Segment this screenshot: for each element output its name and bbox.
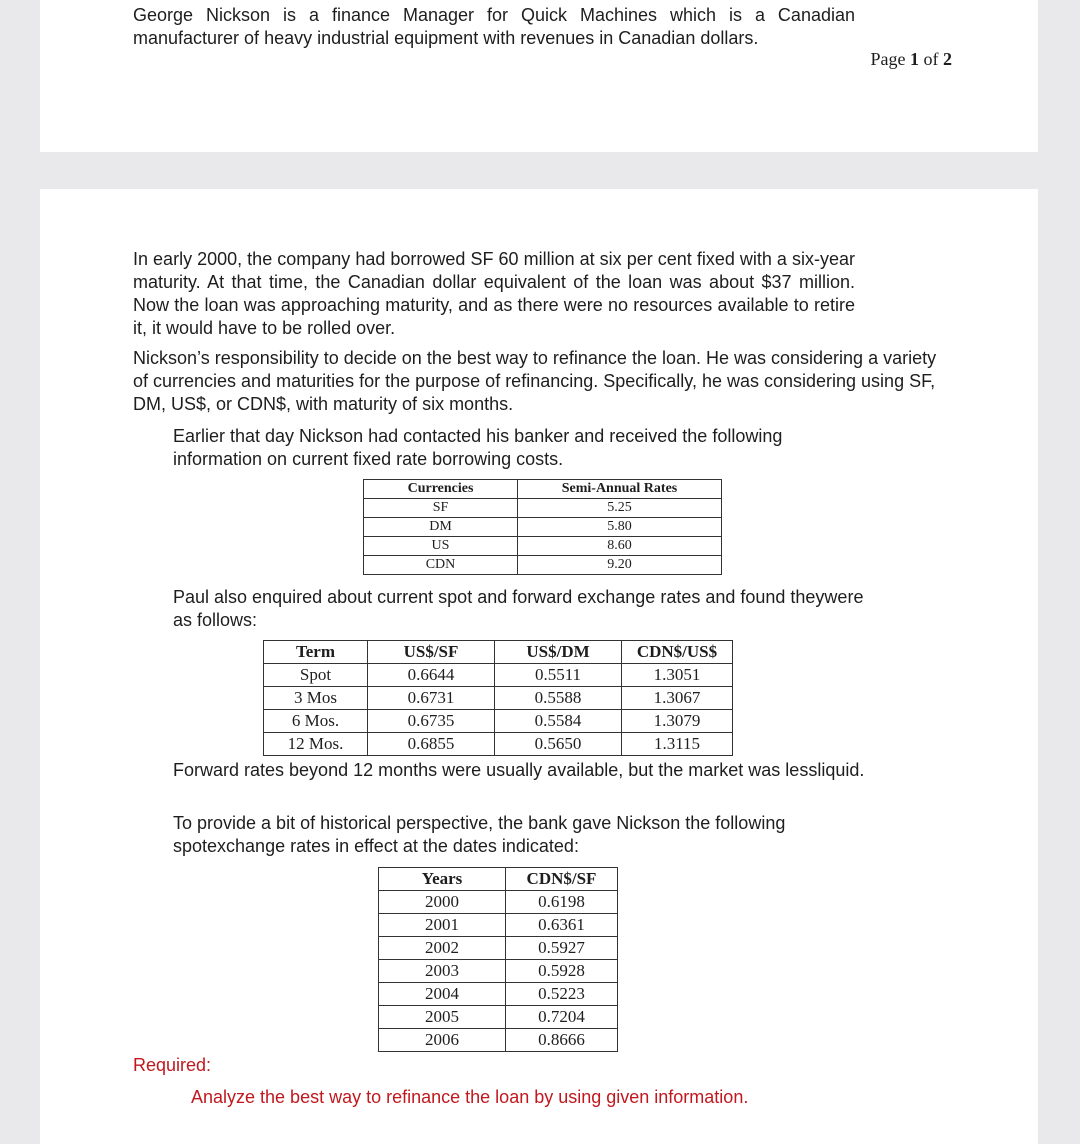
year-cell: 2003	[379, 960, 506, 983]
page-total: 2	[943, 49, 952, 69]
column-header: CDN$/SF	[506, 868, 618, 891]
borrowing-rates-table	[363, 479, 722, 575]
table-header-row	[379, 868, 618, 891]
table-row	[264, 710, 733, 733]
forward-rates-note: Forward rates beyond 12 months were usually available, but the market was lessliquid.	[173, 760, 865, 780]
table-row	[364, 556, 722, 575]
table-row	[379, 983, 618, 1006]
table-row	[379, 1006, 618, 1029]
table-row	[379, 937, 618, 960]
responsibility-paragraph: Nickson’s responsibility to decide on the best way to refinance the loan. He was considering a variety of currencies and maturities for the purpose of refinancing. Specifically, he was considering using SF, DM, US$, or CDN$, with maturity of six months.	[133, 348, 937, 414]
table-header-row	[264, 641, 733, 664]
page-number	[871, 49, 953, 70]
rate-cell: 5.25	[518, 499, 722, 518]
cdn-usd-cell: 1.3051	[622, 664, 733, 687]
page-of: of	[923, 49, 939, 69]
currency-cell: CDN	[364, 556, 518, 575]
table-row	[264, 733, 733, 756]
rate-cell: 0.5927	[506, 937, 618, 960]
table-header-row	[364, 480, 722, 499]
rate-cell: 0.5928	[506, 960, 618, 983]
table-row	[264, 687, 733, 710]
rate-cell: 0.6198	[506, 891, 618, 914]
column-header: Semi-Annual Rates	[518, 480, 722, 499]
required-text: Analyze the best way to refinance the loan by using given information.	[191, 1087, 749, 1107]
document-page-1	[40, 0, 1038, 152]
usd-dm-cell: 0.5650	[495, 733, 622, 756]
rate-cell: 0.8666	[506, 1029, 618, 1052]
usd-dm-cell: 0.5511	[495, 664, 622, 687]
loan-paragraph: In early 2000, the company had borrowed SF 60 million at six per cent fixed with a six-year maturity. At that time, the Canadian dollar equivalent of the loan was about $37 million. Now the loan was approaching maturity, and as there were no resources available to retire it, it would have to be rolled over.	[133, 249, 855, 338]
historical-paragraph: To provide a bit of historical perspective, the bank gave Nickson the following spotexchange rates in effect at the dates indicated:	[173, 813, 786, 856]
column-header: Currencies	[364, 480, 518, 499]
document-page-2	[40, 189, 1038, 1144]
usd-dm-cell: 0.5584	[495, 710, 622, 733]
currency-cell: DM	[364, 518, 518, 537]
table-row	[379, 891, 618, 914]
currency-cell: US	[364, 537, 518, 556]
historical-rates-table	[378, 867, 618, 1052]
year-cell: 2000	[379, 891, 506, 914]
page-label: Page	[870, 49, 906, 69]
term-cell: Spot	[264, 664, 368, 687]
intro-paragraph: George Nickson is a finance Manager for Quick Machines which is a Canadian manufacturer of heavy industrial equipment with revenues in Canadian dollars.	[133, 5, 855, 48]
year-cell: 2001	[379, 914, 506, 937]
table-row	[379, 914, 618, 937]
year-cell: 2002	[379, 937, 506, 960]
term-cell: 3 Mos	[264, 687, 368, 710]
rate-cell: 0.5223	[506, 983, 618, 1006]
banker-paragraph: Earlier that day Nickson had contacted his banker and received the following information on current fixed rate borrowing costs.	[173, 426, 783, 469]
year-cell: 2006	[379, 1029, 506, 1052]
required-label: Required:	[133, 1055, 212, 1075]
rate-cell: 0.6361	[506, 914, 618, 937]
exchange-rates-paragraph: Paul also enquired about current spot and forward exchange rates and found theywere as follows:	[173, 587, 864, 630]
table-row	[379, 960, 618, 983]
year-cell: 2005	[379, 1006, 506, 1029]
rate-cell: 8.60	[518, 537, 722, 556]
table-row	[379, 1029, 618, 1052]
table-row	[264, 664, 733, 687]
term-cell: 12 Mos.	[264, 733, 368, 756]
column-header: US$/SF	[368, 641, 495, 664]
rate-cell: 9.20	[518, 556, 722, 575]
term-cell: 6 Mos.	[264, 710, 368, 733]
cdn-usd-cell: 1.3067	[622, 687, 733, 710]
usd-sf-cell: 0.6855	[368, 733, 495, 756]
rate-cell: 0.7204	[506, 1006, 618, 1029]
year-cell: 2004	[379, 983, 506, 1006]
column-header: CDN$/US$	[622, 641, 733, 664]
cdn-usd-cell: 1.3079	[622, 710, 733, 733]
page-current: 1	[910, 49, 919, 69]
cdn-usd-cell: 1.3115	[622, 733, 733, 756]
currency-cell: SF	[364, 499, 518, 518]
usd-sf-cell: 0.6731	[368, 687, 495, 710]
rate-cell: 5.80	[518, 518, 722, 537]
table-row	[364, 518, 722, 537]
table-row	[364, 537, 722, 556]
forward-rates-table	[263, 640, 733, 756]
usd-sf-cell: 0.6735	[368, 710, 495, 733]
column-header: Years	[379, 868, 506, 891]
table-row	[364, 499, 722, 518]
usd-dm-cell: 0.5588	[495, 687, 622, 710]
column-header: Term	[264, 641, 368, 664]
column-header: US$/DM	[495, 641, 622, 664]
usd-sf-cell: 0.6644	[368, 664, 495, 687]
